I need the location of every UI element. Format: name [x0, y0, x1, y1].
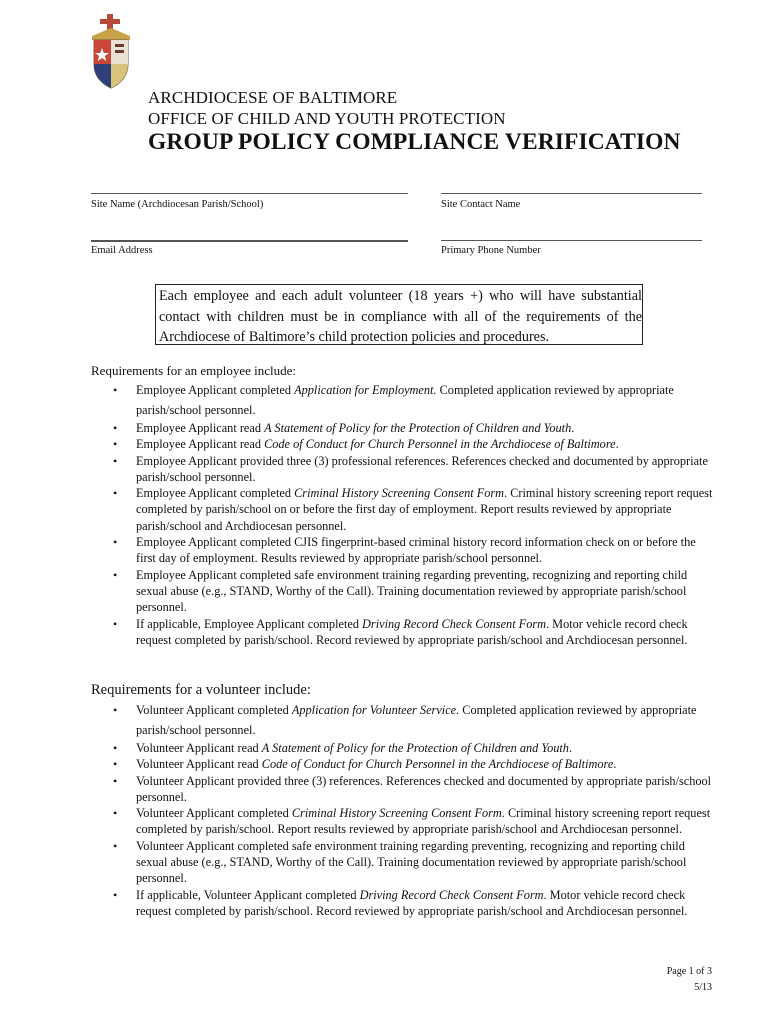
compliance-notice-box: Each employee and each adult volunteer (18 years +) who will have substantial contact with children must be in compliance with all of the requirements of the Archdiocese of Baltimore’s child protection policies and procedures. [155, 284, 643, 345]
revision-date: 5/13 [694, 982, 712, 993]
archdiocese-crest-logo [88, 14, 134, 90]
list-item: • Employee Applicant completed Application for Employment. Completed application reviewed by appropriate parish/school personnel. [91, 380, 716, 420]
employee-requirements-list [91, 380, 716, 648]
list-item: • Volunteer Applicant read Code of Conduct for Church Personnel in the Archdiocese of Baltimore. [91, 756, 716, 772]
office-name-line: OFFICE OF CHILD AND YOUTH PROTECTION [148, 109, 506, 128]
volunteer-requirements-list [91, 700, 716, 919]
employee-requirements-heading: Requirements for an employee include: [91, 363, 297, 378]
site-name-field[interactable] [91, 193, 408, 194]
site-name-label: Site Name (Archdiocesan Parish/School) [91, 199, 264, 210]
page-title: GROUP POLICY COMPLIANCE VERIFICATION [148, 129, 681, 155]
list-item: • Employee Applicant completed safe environment training regarding preventing, recognizing and reporting child sexual abuse (e.g., STAND, Worthy of the Call). Training documentation reviewed by appropriate parish/school personnel. [91, 567, 716, 616]
list-item: • Volunteer Applicant completed Application for Volunteer Service. Completed application reviewed by appropriate parish/school personnel. [91, 700, 716, 740]
email-field[interactable] [91, 240, 408, 242]
phone-field[interactable] [441, 240, 702, 241]
list-item: • Volunteer Applicant completed Criminal History Screening Consent Form. Criminal history screening report request completed by parish/school. Report results reviewed by appropriate parish/school and Archdiocesan personnel. [91, 805, 716, 838]
list-item: • Volunteer Applicant provided three (3) references. References checked and documented by appropriate parish/school personnel. [91, 773, 716, 806]
site-contact-label: Site Contact Name [441, 199, 521, 210]
email-label: Email Address [91, 245, 153, 256]
phone-label: Primary Phone Number [441, 245, 541, 256]
volunteer-requirements-heading: Requirements for a volunteer include: [91, 682, 311, 698]
list-item: • Employee Applicant completed CJIS fingerprint-based criminal history record information check on or before the first day of employment. Results reviewed by appropriate parish/school personnel. [91, 534, 716, 567]
list-item: • Employee Applicant completed Criminal History Screening Consent Form. Criminal history screening report request completed by parish/school on or before the first day of employment. Report results reviewed by appropriate parish/school and Archdiocesan personnel. [91, 485, 716, 534]
org-name-line: ARCHDIOCESE OF BALTIMORE [148, 88, 398, 107]
list-item: • Employee Applicant provided three (3) professional references. References checked and documented by appropriate parish/school personnel. [91, 453, 716, 486]
list-item: • If applicable, Volunteer Applicant completed Driving Record Check Consent Form. Motor vehicle record check request completed by parish/school. Record reviewed by appropriate parish/school and Archdiocesan personnel. [91, 887, 716, 920]
list-item: • If applicable, Employee Applicant completed Driving Record Check Consent Form. Motor vehicle record check request completed by parish/school. Record reviewed by appropriate parish/school and Archdiocesan personnel. [91, 616, 716, 649]
list-item: • Volunteer Applicant completed safe environment training regarding preventing, recognizing and reporting child sexual abuse (e.g., STAND, Worthy of the Call). Training documentation reviewed by appropriate parish/school personnel. [91, 838, 716, 887]
list-item: • Employee Applicant read Code of Conduct for Church Personnel in the Archdiocese of Baltimore. [91, 436, 716, 452]
site-contact-field[interactable] [441, 193, 702, 194]
list-item: • Volunteer Applicant read A Statement of Policy for the Protection of Children and Youth. [91, 740, 716, 756]
page-number: Page 1 of 3 [666, 966, 712, 977]
list-item: • Employee Applicant read A Statement of Policy for the Protection of Children and Youth. [91, 420, 716, 436]
